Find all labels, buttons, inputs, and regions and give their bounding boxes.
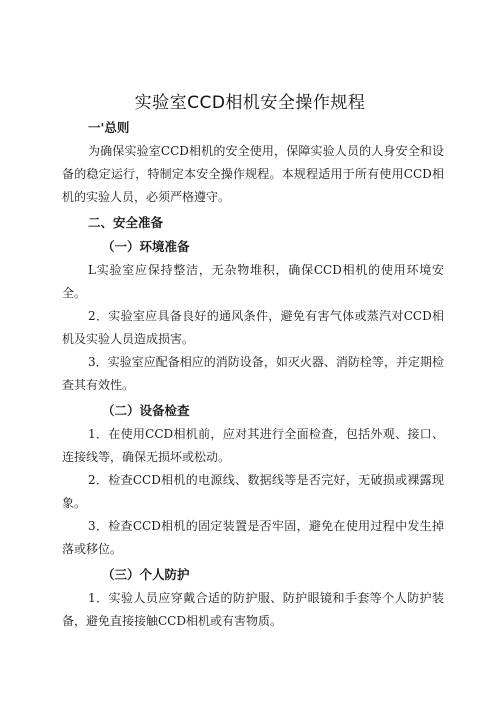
document-body: [62, 116, 444, 633]
equipment-item-2: 2．检查CCD相机的电源线、数据线等是否完好，无破损或裸露现象。: [62, 473, 444, 510]
section-heading-safety-prep: 二、安全准备: [88, 215, 164, 230]
equipment-item-3: 3．检查CCD相机的固定装置是否牢固，避免在使用过程中发生掉落或移位。: [62, 519, 444, 556]
subsection-heading-environment: （一）环境准备: [102, 239, 190, 254]
section-heading-general: 一'总则: [88, 120, 130, 135]
document-title: 实验室CCD相机安全操作规程: [134, 93, 366, 113]
environment-item-1: L实验室应保持整洁，无杂物堆积，确保CCD相机的使用环境安全。: [62, 263, 444, 300]
subsection-heading-personal-protection: （三）个人防护: [102, 567, 190, 582]
equipment-item-1: 1．在使用CCD相机前，应对其进行全面检查，包括外观、接口、连接线等，确保无损坏或松动。: [62, 427, 444, 464]
environment-item-3: 3．实验室应配备相应的消防设备，如灭火器、消防栓等，并定期检查其有效性。: [62, 355, 444, 392]
general-paragraph: 为确保实验室CCD相机的安全使用，保障实验人员的人身安全和设备的稳定运行，特制定本安全操作规程。本规程适用于所有使用CCD相机的实验人员，必须严格遵守。: [62, 144, 444, 204]
subsection-heading-equipment-check: （二）设备检查: [102, 403, 190, 418]
environment-item-2: 2．实验室应具备良好的通风条件，避免有害气体或蒸汽对CCD相机及实验人员造成损害。: [62, 309, 444, 346]
protection-item-1: 1．实验人员应穿戴合适的防护服、防护眼镜和手套等个人防护装备，避免直接接触CCD相机或有害物质。: [62, 591, 444, 628]
